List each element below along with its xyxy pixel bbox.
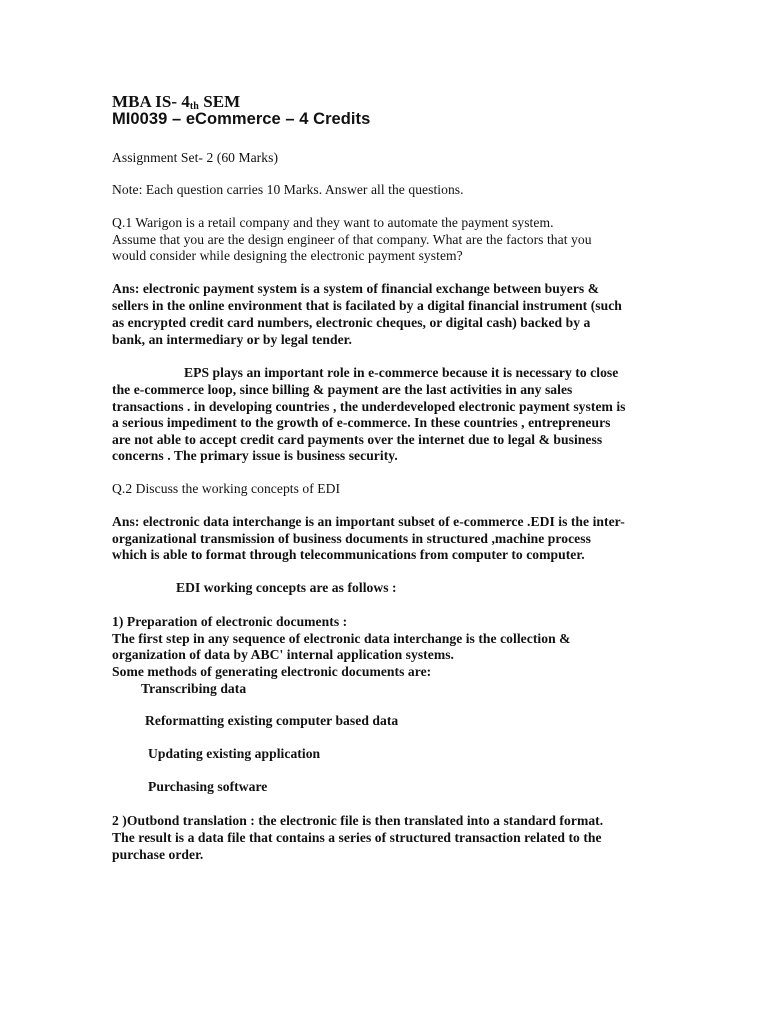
edi-intro: EDI working concepts are as follows :	[176, 580, 397, 595]
a2-line: Ans: electronic data interchange is an important subset of e-commerce .EDI is the inter-	[112, 514, 625, 529]
step1-line: organization of data by ABC' internal application systems.	[112, 647, 455, 662]
a1b-line: transactions . in developing countries , the underdeveloped electronic payment system is	[112, 399, 626, 414]
method-item: Transcribing data	[141, 681, 247, 696]
a1b-line: EPS plays an important role in e-commerce because it is necessary to close	[184, 365, 619, 380]
a1-line: as encrypted credit card numbers, electronic cheques, or digital cash) backed by a	[112, 315, 591, 330]
step2-line: 2 )Outbond translation : the electronic file is then translated into a standard format.	[112, 813, 604, 828]
method-item: Reformatting existing computer based data	[145, 713, 399, 728]
assignment-title: Assignment Set- 2 (60 Marks)	[112, 150, 279, 165]
step1-line: Some methods of generating electronic documents are:	[112, 664, 432, 679]
q1-line: Q.1 Warigon is a retail company and they want to automate the payment system.	[112, 215, 554, 230]
a1b-line: a serious impediment to the growth of e-commerce. In these countries , entrepreneurs	[112, 415, 611, 430]
a1b-line: the e-commerce loop, since billing & payment are the last activities in any sales	[112, 382, 573, 397]
q1-line: Assume that you are the design engineer of that company. What are the factors that you	[112, 232, 592, 247]
a2-line: organizational transmission of business documents in structured ,machine process	[112, 531, 591, 546]
method-item: Purchasing software	[148, 779, 268, 794]
q2-title: Q.2 Discuss the working concepts of EDI	[112, 481, 341, 496]
step2-line: purchase order.	[112, 847, 204, 862]
step1-line: The first step in any sequence of electronic data interchange is the collection &	[112, 631, 571, 646]
course-prefix: MBA IS- 4	[112, 92, 190, 111]
step2-line: The result is a data file that contains a series of structured transaction related to the	[112, 830, 602, 845]
a1b-line: are not able to accept credit card payments over the internet due to legal & business	[112, 432, 603, 447]
a1-line: bank, an intermediary or by legal tender.	[112, 332, 352, 347]
course-suffix: SEM	[198, 92, 241, 111]
note-text: Note: Each question carries 10 Marks. Answer all the questions.	[112, 182, 464, 197]
method-item: Updating existing application	[148, 746, 321, 761]
course-superscript: th	[189, 101, 199, 112]
a2-line: which is able to format through telecommunications from computer to computer.	[112, 547, 585, 562]
subject-heading: MI0039 – eCommerce – 4 Credits	[112, 110, 371, 128]
a1-line: Ans: electronic payment system is a system of financial exchange between buyers &	[112, 281, 600, 296]
step1-title: 1) Preparation of electronic documents :	[112, 614, 348, 629]
q1-line: would consider while designing the electronic payment system?	[112, 248, 463, 263]
a1b-line: concerns . The primary issue is business security.	[112, 448, 398, 463]
a1-line: sellers in the online environment that is facilated by a digital financial instrument (such	[112, 298, 622, 313]
